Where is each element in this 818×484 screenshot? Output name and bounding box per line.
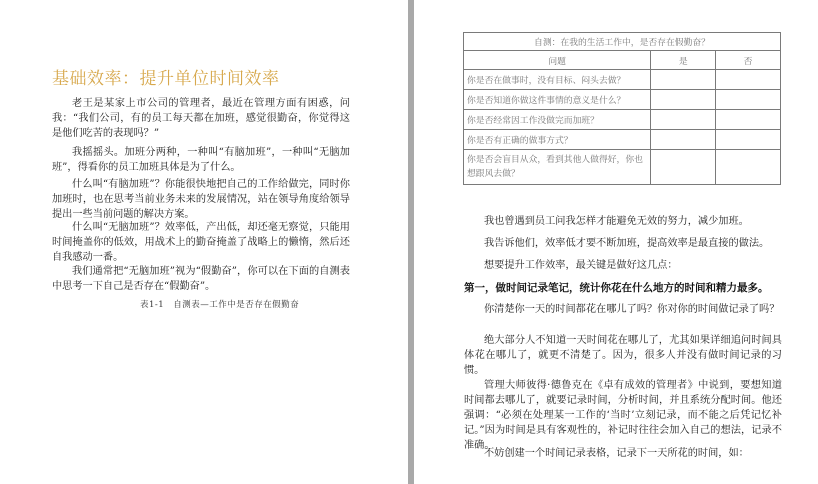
table-row xyxy=(464,130,781,150)
yes-cell xyxy=(651,90,716,110)
paragraph-r6: 管理大师彼得·德鲁克在《卓有成效的管理者》中说到，要想知道时间都去哪儿了，就要记录时间，分析时间，并且系统分配时间。他还强调：“必须在处理某一工作的‘当时’立刻记录，而不能之后凭记忆补记。”因为时间是具有客观性的，补记时往往会加入自己的想法，记录不准确。 xyxy=(464,380,782,451)
paragraph-2: 我摇摇头。加班分两种，一种叫“有脑加班”，一种叫“无脑加班”，得看你的员工加班具体是为了什么。 xyxy=(52,147,350,173)
no-cell xyxy=(716,150,781,185)
yes-cell xyxy=(651,70,716,90)
paragraph-r1: 我也曾遇到员工问我怎样才能避免无效的努力，减少加班。 xyxy=(484,216,749,227)
table-row xyxy=(464,70,781,90)
paragraph-r5: 绝大部分人不知道一天时间花在哪儿了，尤其如果详细追问时间具体花在哪儿了，就更不清楚了。因为，很多人并没有做时间记录的习惯。 xyxy=(464,335,782,376)
yes-cell xyxy=(651,110,716,130)
yes-cell xyxy=(651,130,716,150)
paragraph-1: 老王是某家上市公司的管理者，最近在管理方面有困惑，问我：“我们公司，有的员工每天都在加班，感觉很勤奋，你觉得这是他们吃苦的表现吗？” xyxy=(52,98,350,139)
question-cell: 你是否在做事时，没有目标、闷头去做？ xyxy=(464,70,651,90)
self-test-table xyxy=(463,32,781,185)
table-row xyxy=(464,110,781,130)
header-no: 否 xyxy=(716,51,781,70)
question-cell: 你是否知道你做这件事情的意义是什么？ xyxy=(464,90,651,110)
question-cell: 你是否经常因工作没做完而加班？ xyxy=(464,110,651,130)
no-cell xyxy=(716,70,781,90)
table-row xyxy=(464,150,781,185)
table-caption: 表1-1 自测表—工作中是否存在假勤奋 xyxy=(140,300,300,310)
paragraph-4: 什么叫“无脑加班”？效率低，产出低，却还毫无察觉，只能用时间掩盖你的低效，用战术上的勤奋掩盖了战略上的懒惰，然后还自我感动一番。 xyxy=(52,222,350,263)
paragraph-r4: 你清楚你一天的时间都花在哪儿了吗？你对你的时间做记录了吗？ xyxy=(484,304,780,315)
question-cell: 你是否会盲目从众，看到其他人做得好，你也想跟风去做？ xyxy=(464,150,651,185)
key-point-heading: 第一，做时间记录笔记，统计你花在什么地方的时间和精力最多。 xyxy=(464,282,769,294)
no-cell xyxy=(716,130,781,150)
paragraph-r3: 想要提升工作效率，最关键是做好这几点： xyxy=(484,260,678,271)
left-page xyxy=(0,0,408,484)
table-title: 自测：在我的生活工作中，是否存在假勤奋？ xyxy=(464,33,781,51)
paragraph-3: 什么叫“有脑加班”？你能很快地把自己的工作给做完，同时你加班时，也在思考当前业务未来的发展情况，站在领导角度给领导提出一些当前问题的解决方案。 xyxy=(52,179,350,220)
table-row xyxy=(464,90,781,110)
right-page xyxy=(414,0,818,484)
no-cell xyxy=(716,90,781,110)
question-cell: 你是否有正确的做事方式？ xyxy=(464,130,651,150)
yes-cell xyxy=(651,150,716,185)
no-cell xyxy=(716,110,781,130)
header-question: 问题 xyxy=(464,51,651,70)
paragraph-r2: 我告诉他们，效率低才要不断加班，提高效率是最直接的做法。 xyxy=(484,238,770,249)
paragraph-5: 我们通常把“无脑加班”视为“假勤奋”，你可以在下面的自测表中思考一下自己是否存在“假勤奋”。 xyxy=(52,266,350,292)
section-title: 基础效率：提升单位时间效率 xyxy=(52,69,280,89)
paragraph-r7: 不妨创建一个时间记录表格，记录下一天所花的时间，如： xyxy=(484,448,749,459)
header-yes: 是 xyxy=(651,51,716,70)
